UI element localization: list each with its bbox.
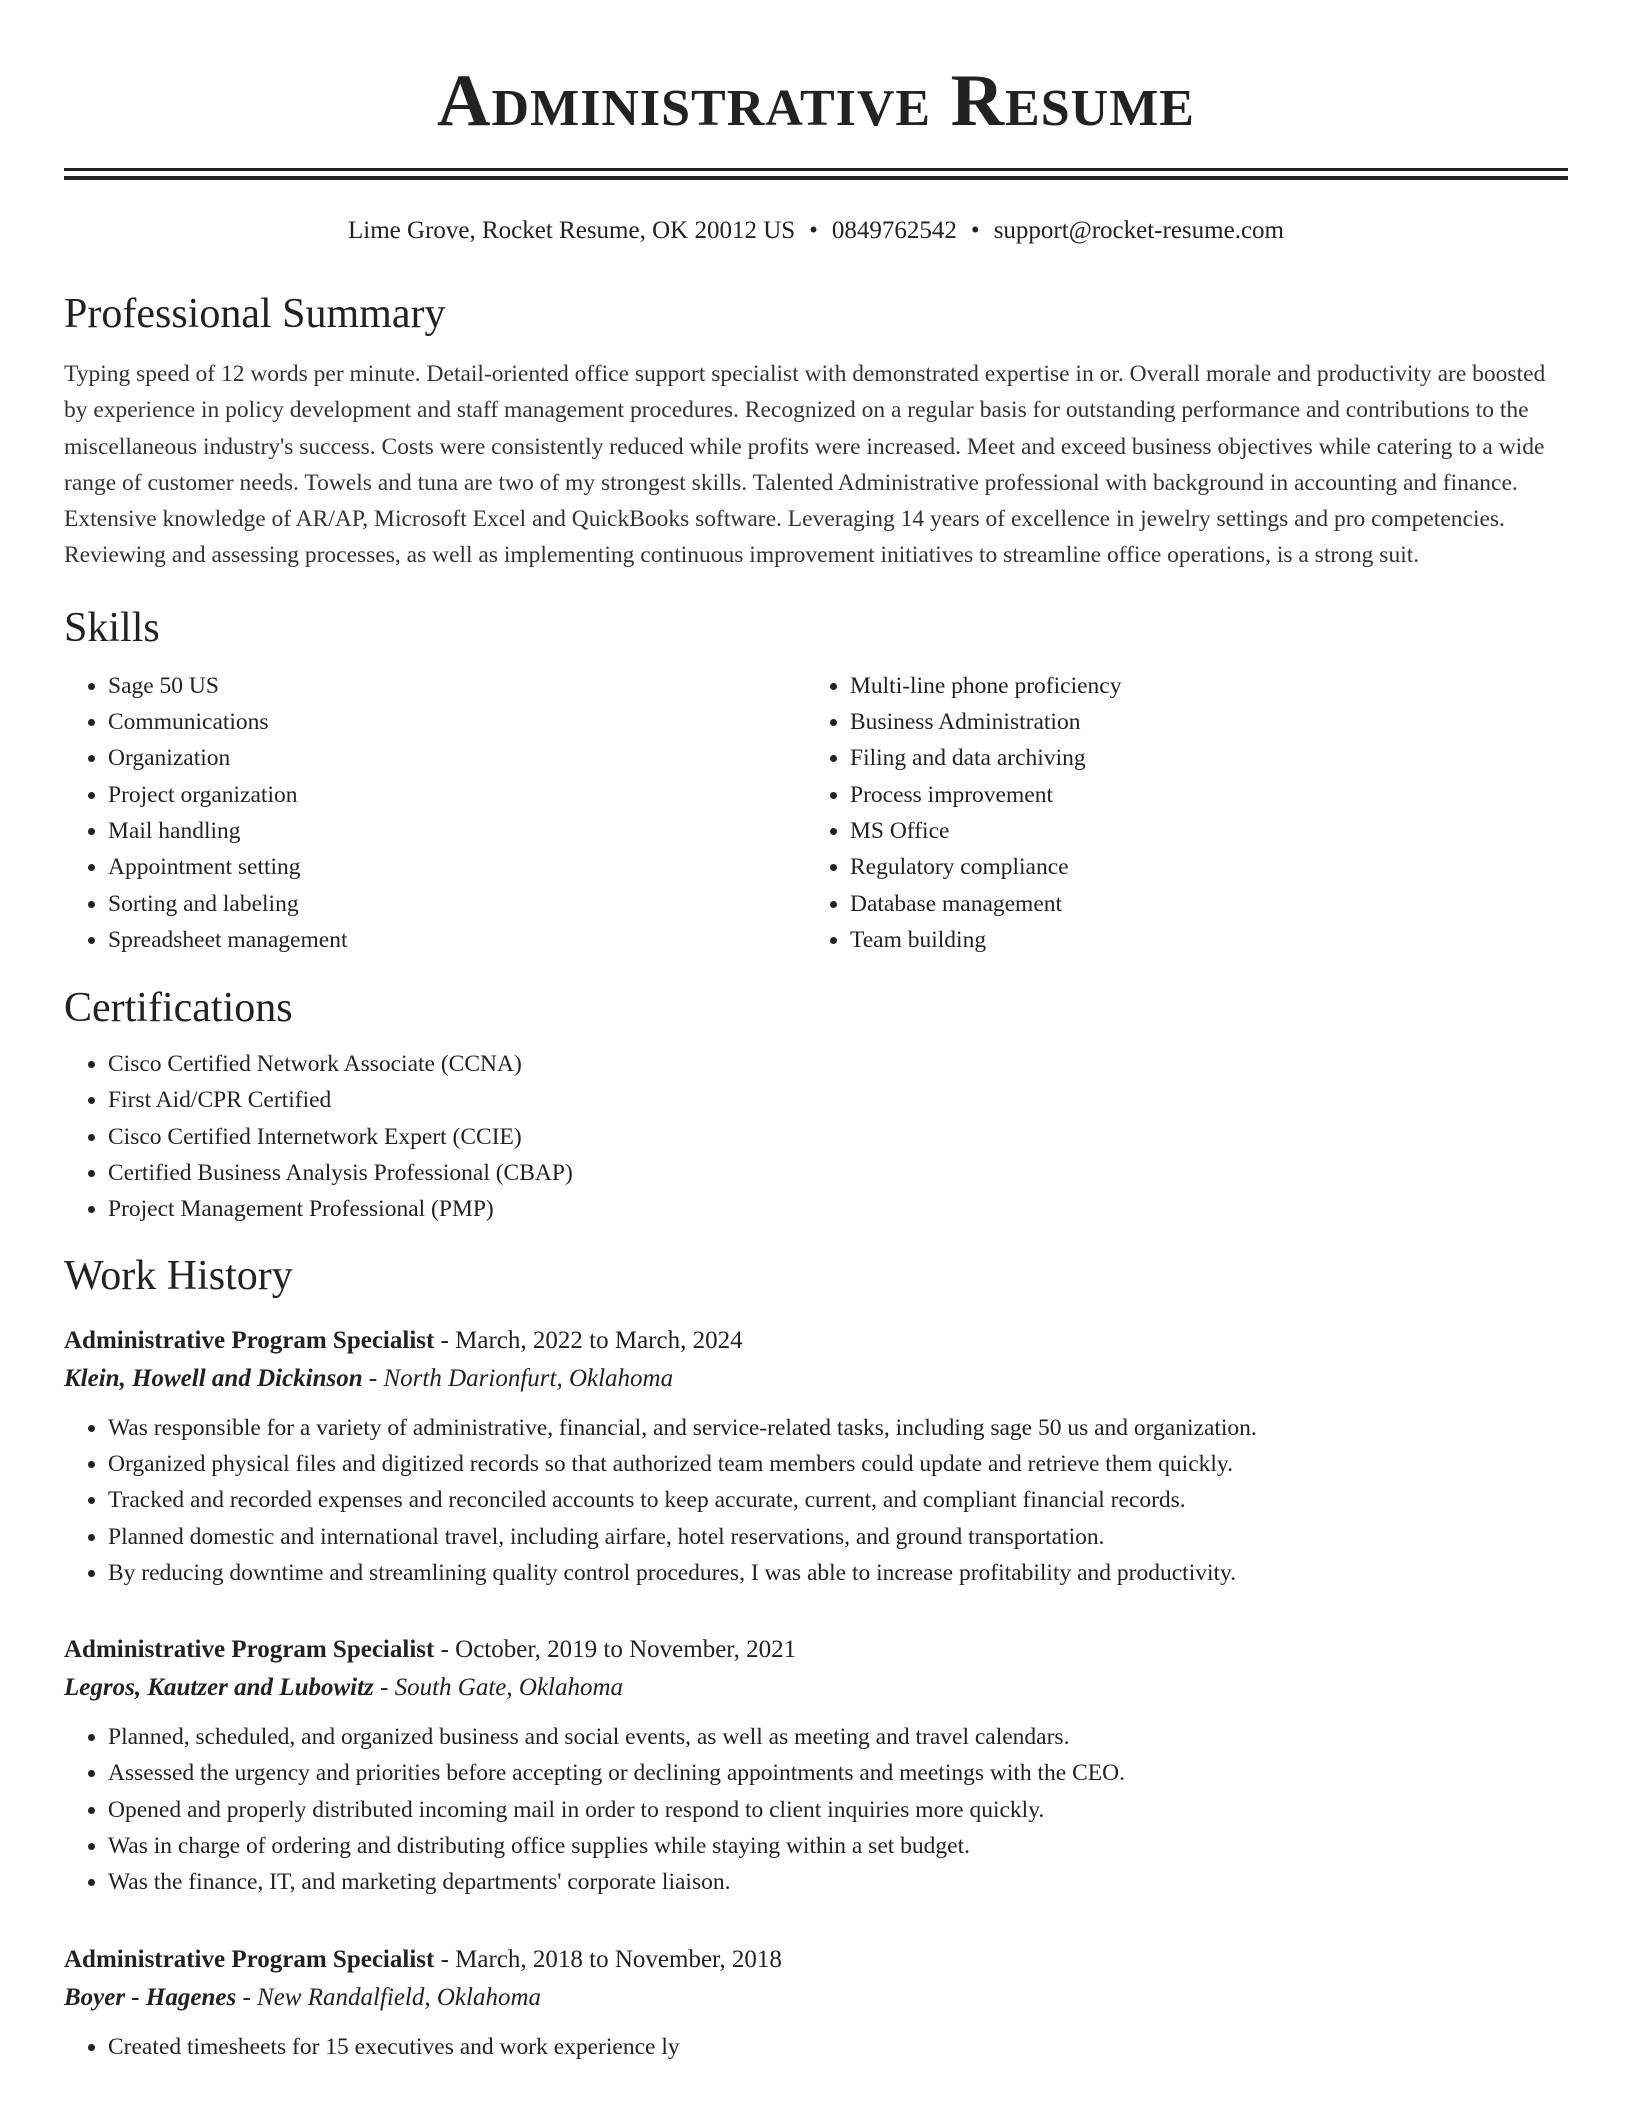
contact-separator: • xyxy=(970,217,980,244)
job-entry xyxy=(64,1941,1568,2065)
work-history-heading: Work History xyxy=(64,1252,293,1299)
certification-item: • Certified Business Analysis Professional (CBAP) xyxy=(108,1155,1568,1191)
job-duties-list xyxy=(64,2029,1568,2065)
skill-item: • MS Office xyxy=(850,813,1548,849)
skills-list-left xyxy=(64,668,806,958)
job-duty-item: • Planned domestic and international travel, including airfare, hotel reservations, and ground transportation. xyxy=(108,1519,1568,1555)
contact-email[interactable]: support@rocket-resume.com xyxy=(993,217,1284,244)
job-duty-item: • Organized physical files and digitized records so that authorized team members could update and retrieve them quickly. xyxy=(108,1446,1568,1482)
job-duty-item: • Created timesheets for 15 executives and work experience ly xyxy=(108,2029,1568,2065)
job-duty-item: • Opened and properly distributed incoming mail in order to respond to client inquiries more quickly. xyxy=(108,1792,1568,1828)
certification-item: • Cisco Certified Network Associate (CCNA) xyxy=(108,1046,1568,1082)
skill-item: • Sage 50 US xyxy=(108,668,806,704)
job-company: Boyer - Hagenes xyxy=(64,1983,237,2011)
skill-item: • Communications xyxy=(108,704,806,740)
skills-list-right xyxy=(806,668,1548,958)
contact-address: Lime Grove, Rocket Resume, OK 20012 US xyxy=(348,217,796,244)
summary-text: Typing speed of 12 words per minute. Detail-oriented office support specialist with demonstrated expertise in or. Overall morale and productivity are boosted by experience in policy development and staff management procedures. Recognized on a regular basis for outstanding performance and contributions to the miscellaneous industry's success. Costs were consistently reduced while profits were increased. Meet and exceed business objectives while catering to a wide range of customer needs. Towels and tuna are two of my strongest skills. Talented Administrative professional with background in accounting and finance. Extensive knowledge of AR/AP, Microsoft Excel and QuickBooks software. Leveraging 14 years of excellence in jewelry settings and pro competencies. Reviewing and assessing processes, as well as implementing continuous improvement initiatives to streamline office operations, is a strong suit. xyxy=(64,361,1546,569)
job-duty-item: • Tracked and recorded expenses and reconciled accounts to keep accurate, current, and compliant financial records. xyxy=(108,1482,1568,1518)
job-entry xyxy=(64,1631,1568,1900)
job-company: Klein, Howell and Dickinson xyxy=(64,1364,363,1392)
certification-item: • Cisco Certified Internetwork Expert (CCIE) xyxy=(108,1119,1568,1155)
skills-heading: Skills xyxy=(64,604,160,651)
job-role: Administrative Program Specialist xyxy=(64,1326,435,1354)
skill-item: • Filing and data archiving xyxy=(850,740,1548,776)
job-duties-list xyxy=(64,1410,1568,1591)
skill-item: • Database management xyxy=(850,886,1548,922)
resume-title: Administrative Resume xyxy=(437,60,1195,142)
skill-item: • Business Administration xyxy=(850,704,1548,740)
skill-item: • Project organization xyxy=(108,777,806,813)
title-divider xyxy=(64,168,1568,180)
job-duty-item: • Was responsible for a variety of administrative, financial, and service-related tasks, including sage 50 us and organization. xyxy=(108,1410,1568,1446)
skill-item: • Process improvement xyxy=(850,777,1548,813)
job-company-line xyxy=(64,1979,1568,2017)
skill-item: • Spreadsheet management xyxy=(108,922,806,958)
skill-item: • Regulatory compliance xyxy=(850,849,1548,885)
skill-item: • Appointment setting xyxy=(108,849,806,885)
contact-separator: • xyxy=(809,217,818,244)
job-title-line xyxy=(64,1631,1568,1669)
skills-grid xyxy=(64,668,1568,958)
skill-item: • Sorting and labeling xyxy=(108,886,806,922)
job-duties-list xyxy=(64,1719,1568,1900)
skill-item: • Organization xyxy=(108,740,806,776)
summary-heading: Professional Summary xyxy=(64,291,446,337)
certification-item: • Project Management Professional (PMP) xyxy=(108,1191,1568,1227)
job-location: - South Gate, Oklahoma xyxy=(380,1674,624,1702)
job-duty-item: • Assessed the urgency and priorities before accepting or declining appointments and meetings with the CEO. xyxy=(108,1755,1568,1791)
job-location: - North Darionfurt, Oklahoma xyxy=(368,1364,674,1392)
certification-item: • First Aid/CPR Certified xyxy=(108,1082,1568,1118)
certifications-list xyxy=(64,1046,1568,1227)
job-role: Administrative Program Specialist xyxy=(64,1636,435,1664)
job-dates: - March, 2022 to March, 2024 xyxy=(440,1326,743,1354)
job-duty-item: • Was the finance, IT, and marketing departments' corporate liaison. xyxy=(108,1864,1568,1900)
job-company-line xyxy=(64,1669,1568,1707)
skill-item: • Team building xyxy=(850,922,1548,958)
job-role: Administrative Program Specialist xyxy=(64,1945,435,1973)
job-duty-item: • By reducing downtime and streamlining quality control procedures, I was able to increase profitability and productivity. xyxy=(108,1555,1568,1591)
job-title-line xyxy=(64,1322,1568,1360)
job-dates: - March, 2018 to November, 2018 xyxy=(440,1945,782,1973)
job-company: Legros, Kautzer and Lubowitz xyxy=(64,1674,374,1702)
job-title-line xyxy=(64,1941,1568,1979)
contact-phone[interactable]: 0849762542 xyxy=(831,217,957,244)
job-company-line xyxy=(64,1360,1568,1398)
job-duty-item: • Was in charge of ordering and distributing office supplies while staying within a set budget. xyxy=(108,1828,1568,1864)
job-location: - New Randalfield, Oklahoma xyxy=(242,1983,542,2011)
job-duty-item: • Planned, scheduled, and organized business and social events, as well as meeting and travel calendars. xyxy=(108,1719,1568,1755)
job-dates: - October, 2019 to November, 2021 xyxy=(440,1636,797,1664)
skill-item: • Mail handling xyxy=(108,813,806,849)
skills-column-right xyxy=(806,668,1548,958)
skills-column-left xyxy=(64,668,806,958)
job-entry xyxy=(64,1322,1568,1591)
certifications-heading: Certifications xyxy=(64,985,293,1032)
contact-line xyxy=(64,214,1568,248)
skill-item: • Multi-line phone proficiency xyxy=(850,668,1548,704)
